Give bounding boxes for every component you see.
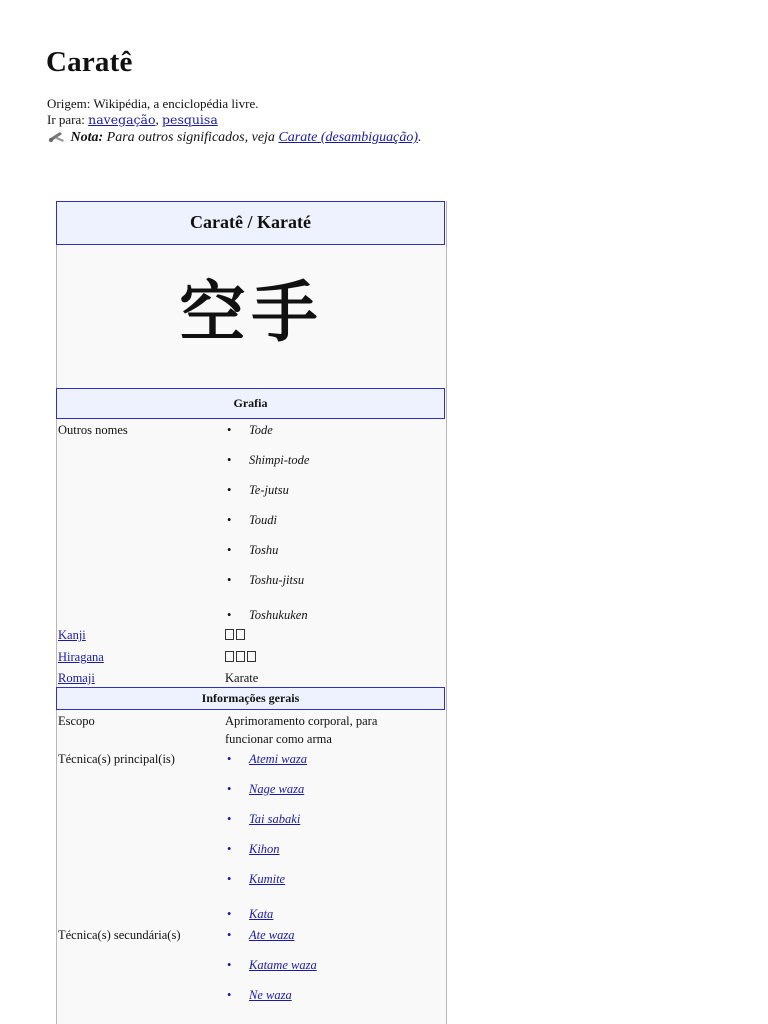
disambiguation-note bbox=[47, 129, 422, 146]
technique-link[interactable]: • Ate waza bbox=[249, 928, 294, 943]
kanji-value bbox=[225, 628, 247, 643]
escopo-label: Escopo bbox=[58, 714, 95, 728]
technique-link[interactable]: • Kata bbox=[249, 907, 273, 922]
missing-glyph-icon bbox=[225, 629, 234, 640]
technique-link[interactable]: • Ne waza bbox=[249, 988, 292, 1003]
technique-link[interactable]: • Katame waza bbox=[249, 958, 317, 973]
jump-links bbox=[47, 112, 218, 128]
hiragana-link[interactable]: Hiragana bbox=[58, 650, 104, 664]
list-item: • Toudi bbox=[249, 513, 277, 528]
tecnica-secundaria-label: Técnica(s) secundária(s) bbox=[58, 928, 181, 942]
infobox bbox=[56, 201, 447, 1024]
missing-glyph-icon bbox=[247, 651, 256, 662]
disambiguation-icon bbox=[47, 129, 67, 143]
list-item: • Te-jutsu bbox=[249, 483, 289, 498]
missing-glyph-icon bbox=[225, 651, 234, 662]
jump-separator: , bbox=[155, 112, 159, 127]
kanji-link[interactable]: Kanji bbox=[58, 628, 86, 642]
technique-link[interactable]: • Kumite bbox=[249, 872, 285, 887]
note-label: Nota: bbox=[70, 130, 104, 145]
list-item: • Toshukuken bbox=[249, 608, 308, 623]
hiragana-value bbox=[225, 650, 258, 665]
note-end: . bbox=[418, 130, 422, 145]
kanji-image: 空手 bbox=[179, 273, 324, 351]
technique-link[interactable]: • Nage waza bbox=[249, 782, 304, 797]
list-item: • Tode bbox=[249, 423, 273, 438]
disambiguation-link[interactable]: Carate (desambiguação) bbox=[278, 130, 419, 145]
list-item: • Toshu bbox=[249, 543, 278, 558]
romaji-link[interactable]: Romaji bbox=[58, 671, 95, 685]
missing-glyph-icon bbox=[236, 629, 245, 640]
escopo-value-line2: funcionar como arma bbox=[225, 732, 332, 746]
technique-link[interactable]: • Atemi waza bbox=[249, 752, 307, 767]
outros-nomes-label: Outros nomes bbox=[58, 423, 128, 437]
section-grafia: Grafia bbox=[56, 388, 445, 419]
search-link[interactable]: pesquisa bbox=[162, 112, 218, 127]
origin-line: Origem: Wikipédia, a enciclopédia livre. bbox=[47, 96, 259, 111]
technique-link[interactable]: • Kihon bbox=[249, 842, 280, 857]
missing-glyph-icon bbox=[236, 651, 245, 662]
section-informacoes-gerais: Informações gerais bbox=[56, 687, 445, 710]
page-title: Caratê bbox=[46, 46, 133, 78]
jump-prefix: Ir para: bbox=[47, 112, 85, 127]
romaji-value: Karate bbox=[225, 671, 259, 685]
tecnica-principal-label: Técnica(s) principal(is) bbox=[58, 752, 175, 766]
note-text: Para outros significados, veja bbox=[106, 130, 275, 145]
technique-link[interactable]: • Tai sabaki bbox=[249, 812, 300, 827]
list-item: • Toshu-jitsu bbox=[249, 573, 304, 588]
escopo-value-line1: Aprimoramento corporal, para bbox=[225, 714, 378, 728]
navigation-link[interactable]: navegação bbox=[88, 112, 156, 127]
list-item: • Shimpi-tode bbox=[249, 453, 309, 468]
infobox-title: Caratê / Karaté bbox=[56, 201, 445, 245]
